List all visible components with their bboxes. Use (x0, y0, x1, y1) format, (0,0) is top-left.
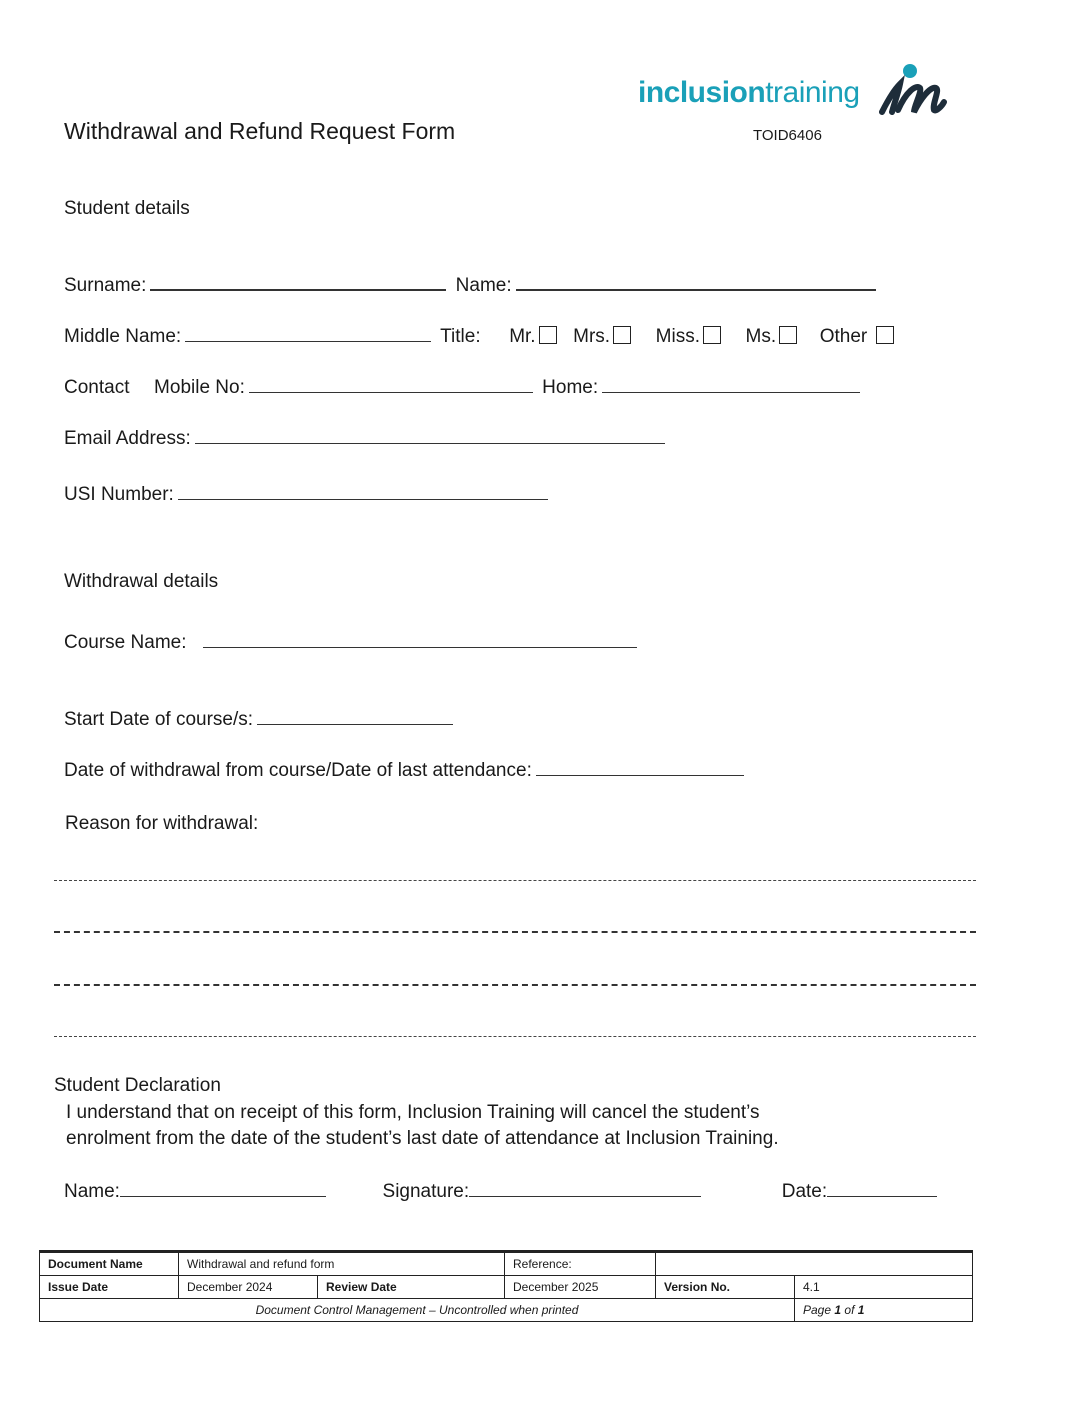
course-row (64, 632, 641, 654)
miss-checkbox[interactable] (703, 326, 721, 344)
reason-line-1[interactable] (54, 880, 976, 881)
usi-row (64, 484, 552, 506)
withdraw-date-row (64, 760, 748, 782)
course-field[interactable] (203, 646, 637, 648)
withdraw-date-field[interactable] (536, 774, 744, 776)
control-notice: Document Control Management – Uncontrolled when printed (40, 1299, 795, 1322)
doc-name-label: Document Name (40, 1252, 179, 1276)
logo-text-bold: inclusion (638, 76, 766, 109)
ms-checkbox[interactable] (779, 326, 797, 344)
withdraw-date-label: Date of withdrawal from course/Date of last attendance: (64, 760, 532, 781)
middle-name-row (64, 326, 894, 348)
doc-name-value: Withdrawal and refund form (179, 1252, 505, 1276)
toid-code: TOID6406 (753, 127, 822, 144)
name-label: Name: (455, 275, 512, 296)
issue-date-label: Issue Date (40, 1276, 179, 1299)
declaration-sign-row (64, 1181, 941, 1203)
email-label: Email Address: (64, 428, 191, 449)
logo-mark-icon (876, 62, 948, 120)
review-date-value: December 2025 (505, 1276, 656, 1299)
version-label: Version No. (656, 1276, 795, 1299)
contact-row (64, 377, 864, 399)
student-details-heading: Student details (64, 198, 190, 219)
surname-field[interactable] (150, 288, 446, 291)
title-option-other[interactable]: Other (820, 326, 894, 347)
start-date-field[interactable] (257, 723, 453, 725)
reason-label: Reason for withdrawal: (65, 813, 259, 834)
start-date-label: Start Date of course/s: (64, 709, 254, 730)
decl-name-label: Name: (64, 1181, 120, 1202)
contact-label: Contact (64, 377, 130, 398)
surname-label: Surname: (64, 275, 147, 296)
name-field[interactable] (516, 288, 876, 291)
middle-name-field[interactable] (185, 340, 431, 342)
email-field[interactable] (195, 442, 665, 444)
review-date-label: Review Date (318, 1276, 505, 1299)
page-number: Page 1 of 1 (795, 1299, 973, 1322)
title-option-mrs[interactable]: Mrs. (573, 326, 631, 347)
withdrawal-details-heading: Withdrawal details (64, 571, 219, 592)
table-row (40, 1252, 973, 1276)
reason-line-3[interactable] (54, 984, 976, 986)
decl-name-field[interactable] (120, 1195, 326, 1197)
surname-row (64, 275, 880, 297)
table-row (40, 1276, 973, 1299)
course-label: Course Name: (64, 632, 187, 653)
document-control-table (39, 1250, 973, 1322)
signature-label: Signature: (382, 1181, 470, 1202)
mrs-checkbox[interactable] (613, 326, 631, 344)
usi-label: USI Number: (64, 484, 174, 505)
brand-logo (638, 76, 860, 110)
decl-date-field[interactable] (827, 1195, 937, 1197)
other-checkbox[interactable] (876, 326, 894, 344)
version-value: 4.1 (795, 1276, 973, 1299)
decl-date-label: Date: (781, 1181, 828, 1202)
home-label: Home: (542, 377, 599, 398)
title-option-ms[interactable]: Ms. (746, 326, 798, 347)
reference-label: Reference: (505, 1252, 656, 1276)
usi-field[interactable] (178, 498, 548, 500)
start-date-row (64, 709, 457, 731)
title-label: Title: (440, 326, 481, 347)
page-title: Withdrawal and Refund Request Form (64, 118, 456, 144)
title-option-mr[interactable]: Mr. (509, 326, 556, 347)
signature-field[interactable] (469, 1195, 701, 1197)
mobile-field[interactable] (249, 391, 533, 393)
declaration-line-1: I understand that on receipt of this form, Inclusion Training will cancel the student’s (66, 1102, 760, 1123)
email-row (64, 428, 669, 450)
reference-value (656, 1252, 973, 1276)
declaration-heading: Student Declaration (54, 1075, 221, 1096)
mobile-label: Mobile No: (154, 377, 245, 398)
logo-text-regular: training (765, 76, 860, 109)
title-option-miss[interactable]: Miss. (656, 326, 721, 347)
issue-date-value: December 2024 (179, 1276, 318, 1299)
mr-checkbox[interactable] (539, 326, 557, 344)
middle-name-label: Middle Name: (64, 326, 182, 347)
reason-line-4[interactable] (54, 1036, 976, 1037)
reason-line-2[interactable] (54, 931, 976, 933)
table-row (40, 1299, 973, 1322)
declaration-line-2: enrolment from the date of the student’s last date of attendance at Inclusion Training. (66, 1128, 779, 1149)
home-field[interactable] (602, 391, 860, 393)
